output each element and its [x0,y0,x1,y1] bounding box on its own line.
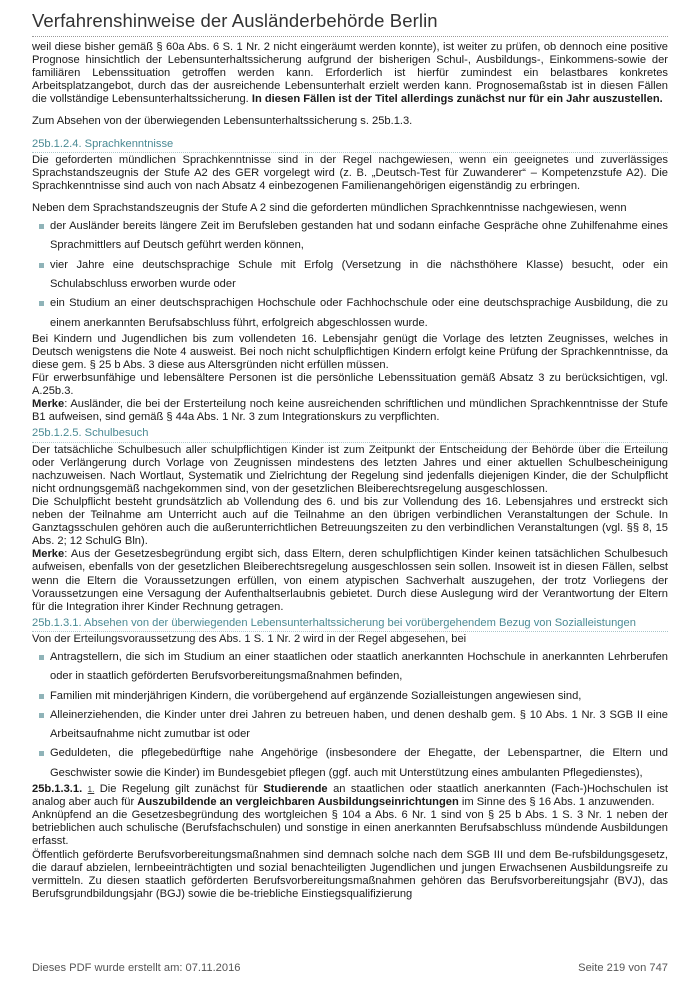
section-heading-schulbesuch: 25b.1.2.5. Schulbesuch [32,427,668,442]
list-item-text: vier Jahre eine deutschsprachige Schule mit Erfolg (Versetzung in die nächsthöhere Klasse) besucht, oder ein Schulabschluss erworben wurde oder [50,258,668,290]
paragraph-text: weil diese bisher gemäß § 60a Abs. 6 S. 1 Nr. 2 nicht eingeräumt werden konnte), ist weiter zu prüfen, ob dennoch eine positive Prognose hinsichtlich der Lebensunterhaltssicherung aufgrund der bisherigen Schul-, Ausbildungs-, Einkommens-sowie der familiären Lebenssituation getroffen werden kann. Erforderlich ist hierfür zumindest ein belastbares konkretes Arbeitsplatzangebot, durch das der ausreichende Lebensunterhalt erzielt werden kann. Prognosemaßstab ist in diesen Fällen die vollständige Lebensunterhaltssicherung. [32,41,668,106]
square-bullet-icon [39,224,44,229]
paragraph: Die geforderten mündlichen Sprachkenntnisse sind in der Regel nachgewiesen, wenn ein geeignetes und zuverlässiges Sprachstandszeugnis der Stufe A2 des GER vorgelegt wird (z. B. „Deutsch-Test für Zuwanderer“ – Kompetenzstufe A2). Die Sprachkenntnisse sind auch von nach Absatz 4 einbezogenen Familienangehörigen eigenständig zu erbringen. [32,153,668,192]
paragraph: Von der Erteilungsvoraussetzung des Abs. 1 S. 1 Nr. 2 wird in der Regel abgesehen, bei [32,632,467,645]
square-bullet-icon [39,751,44,756]
list-item-text: Familien mit minderjährigen Kindern, die vorübergehend auf ergänzende Sozialleistungen angewiesen sind, [50,689,582,702]
merke-text: : Aus der Gesetzesbegründung ergibt sich, dass Eltern, deren schulpflichtigen Kinder keinen tatsächlichen Schulbesuch aufweisen, ebenfalls von der gesetzlichen Bleiberechtsregelung ausgeschlossen sein sollen. Insoweit ist in diesen Fällen, selbst wenn die Eltern die Voraussetzungen erfüllen, von einem atypischen Sachverhalt auszugehen, der trotz Vorliegens der Voraussetzungen eine Versagung der Aufenthaltserlaubnis gebietet. Durch diese Auslegung wird der Verantwortung der Eltern für die Integration ihrer Kinder Rechnung getragen. [32,548,668,613]
list-item-text: ein Studium an einer deutschsprachigen Hochschule oder Fachhochschule oder eine deutschsprachige Ausbildung, die zu einem anerkannten Berufsabschluss führt, erfolgreich abgeschlossen wurde. [50,297,668,329]
paragraph-bold: Studierende [263,783,328,796]
paragraph-text: an staatlichen oder staatlich anerkannten (Fach-)Hochschulen ist analog aber auch für [32,783,668,809]
list-item [44,706,668,745]
list-item-text: Antragstellern, die sich im Studium an einer staatlichen oder staatlich anerkannten Hochschule in anerkannten Lehrberufen oder in staatlich geförderten Berufsvorbereitungsmaßnahmen befinden, [50,650,668,683]
paragraph-bold: Auszubildende an vergleichbaren Ausbildungseinrichtungen [137,796,459,809]
list-item [44,687,668,706]
paragraph [32,783,668,809]
paragraph: Zum Absehen von der überwiegenden Lebensunterhaltssicherung s. 25b.1.3. [32,115,413,128]
square-bullet-icon [39,655,44,660]
paragraph: Die Schulpflicht besteht grundsätzlich ab Vollendung des 6. und bis zur Vollendung des 16. Lebensjahres und erstreckt sich neben der Teilnahme am Unterricht auch auf die Teilnahme an den übrigen verbindlichen Veranstaltungen der Schule. In Ganztagsschulen gehören auch die außerunterrichtlichen Betreuungszeiten zu den verbindlichen Veranstaltungen (vgl. §§ 8, 15 Abs. 2; 12 SchulG Bln). [32,495,668,548]
page-header [32,10,668,37]
square-bullet-icon [39,301,44,306]
paragraph: Bei Kindern und Jugendlichen bis zum vollendeten 16. Lebensjahr genügt die Vorlage des letzten Zeugnisses, welches in Deutsch wenigstens die Note 4 ausweist. Bei noch nicht schulpflichtigen Kindern erfolgt keine Prüfung der Sprachkenntnisse, da diese gem. § 25 b Abs. 3 diese aus Altersgründen nicht erfüllen müssen. [32,332,668,371]
section-heading-absehen: 25b.1.3.1. Absehen von der überwiegenden Lebensunterhaltssicherung bei vorübergehendem Bezug von Sozialleistungen [32,617,668,632]
list-item [44,294,668,333]
square-bullet-icon [39,713,44,718]
list-item [44,648,668,687]
paragraph [32,41,668,106]
section-heading-sprachkenntnisse: 25b.1.2.4. Sprachkenntnisse [32,138,668,153]
page-title: Verfahrenshinweise der Ausländerbehörde Berlin [32,10,438,31]
paragraph-number: 25b.1.3.1. [32,783,83,796]
list-item [44,744,668,783]
merke-note [32,548,668,613]
paragraph-bold: In diesen Fällen ist der Titel allerdings zunächst nur für ein Jahr auszustellen. [251,93,663,106]
list-item [44,256,668,295]
footer-page-number: Seite 219 von 747 [578,962,668,974]
list-item-text: Geduldeten, die pflegebedürftige nahe Angehörige (insbesondere der Ehegatte, der Lebenspartner, die Eltern und Geschwister sowie die Kinder) im Bundesgebiet pflegen (ggf. auch mit Unterstützung eines ambulanten Pflegedienstes), [50,747,668,779]
merke-text: : Ausländer, die bei der Ersterteilung noch keine ausreichenden schriftlichen und mündlichen Sprachkenntnisse der Stufe B1 aufweisen, sind gemäß § 44a Abs. 1 Nr. 3 zum Integrationskurs zu verpflichten. [32,398,668,424]
paragraph-text: Die Regelung gilt zunächst für [94,783,264,796]
bullet-list [32,217,668,333]
paragraph: Der tatsächliche Schulbesuch aller schulpflichtigen Kinder ist zum Zeitpunkt der Entscheidung der Behörde über die Erteilung oder Verlängerung durch Vorlage von Zeugnissen mindestens des letzten Jahres und einer aktuellen Schulbescheinigung nachzuweisen. Nach Wortlaut, Systematik und Zielrichtung der Regelung sind jedenfalls diejenigen Kinder, die der Schulpflicht nicht ordnungsgemäß nachgekommen sind, von der gesetzlichen Bleiberechtsregelung ausgeschlossen. [32,443,668,495]
merke-note [32,398,668,424]
square-bullet-icon [39,694,44,699]
document-body [32,41,668,901]
list-item [44,217,668,256]
paragraph-text: im Sinne des § 16 Abs. 1 anzuwenden. [458,796,655,809]
paragraph: Öffentlich geförderte Berufsvorbereitungsmaßnahmen sind demnach solche nach dem SGB III und dem Be-rufsbildungsgesetz, die darauf abzielen, lernbeeinträchtigten und sozial benachteiligten Jugendlichen und jungen Erwachsenen Ausbildungsreife zu vermitteln. Zu diesen staatlich geförderten Berufsvorbereitungsmaßnahmen gehören das Berufsvorbereitungsjahr (BVJ), das Berufsgrundbildungsjahr (BGJ) sowie die be-triebliche Einstiegsqualifizierung [32,848,668,900]
merke-label: Merke [32,548,65,561]
list-item-text: der Ausländer bereits längere Zeit im Berufsleben gestanden hat und sodann einfache Gespräche ohne Zuhilfenahme eines Sprachmittlers auf Deutsch geführt werden können, [50,220,668,252]
page-footer [32,962,668,974]
square-bullet-icon [39,263,44,268]
bullet-list [32,648,668,783]
footnote-link[interactable]: 1. [87,785,95,795]
merke-label: Merke [32,398,65,411]
paragraph: Anknüpfend an die Gesetzesbegründung des wortgleichen § 104 a Abs. 6 Nr. 1 sind von § 25 b Abs. 1 S. 3 Nr. 1 neben der betrieblichen auch schulische (Berufsfachschulen) und sonstige in einen anerkannten Berufsabschluss mündende Ausbildungen erfasst. [32,809,668,848]
paragraph: Für erwerbsunfähige und lebensältere Personen ist die persönliche Lebenssituation gemäß Absatz 3 zu berücksichtigen, vgl. A.25b.3. [32,372,668,398]
list-item-text: Alleinerziehenden, die Kinder unter drei Jahren zu betreuen haben, und denen deshalb gem. § 10 Abs. 1 Nr. 3 SGB II eine Arbeitsaufnahme nicht zumutbar ist oder [50,708,668,741]
footer-created-date: Dieses PDF wurde erstellt am: 07.11.2016 [32,962,241,974]
paragraph: Neben dem Sprachstandszeugnis der Stufe A 2 sind die geforderten mündlichen Sprachkenntnisse nachgewiesen, wenn [32,201,627,214]
